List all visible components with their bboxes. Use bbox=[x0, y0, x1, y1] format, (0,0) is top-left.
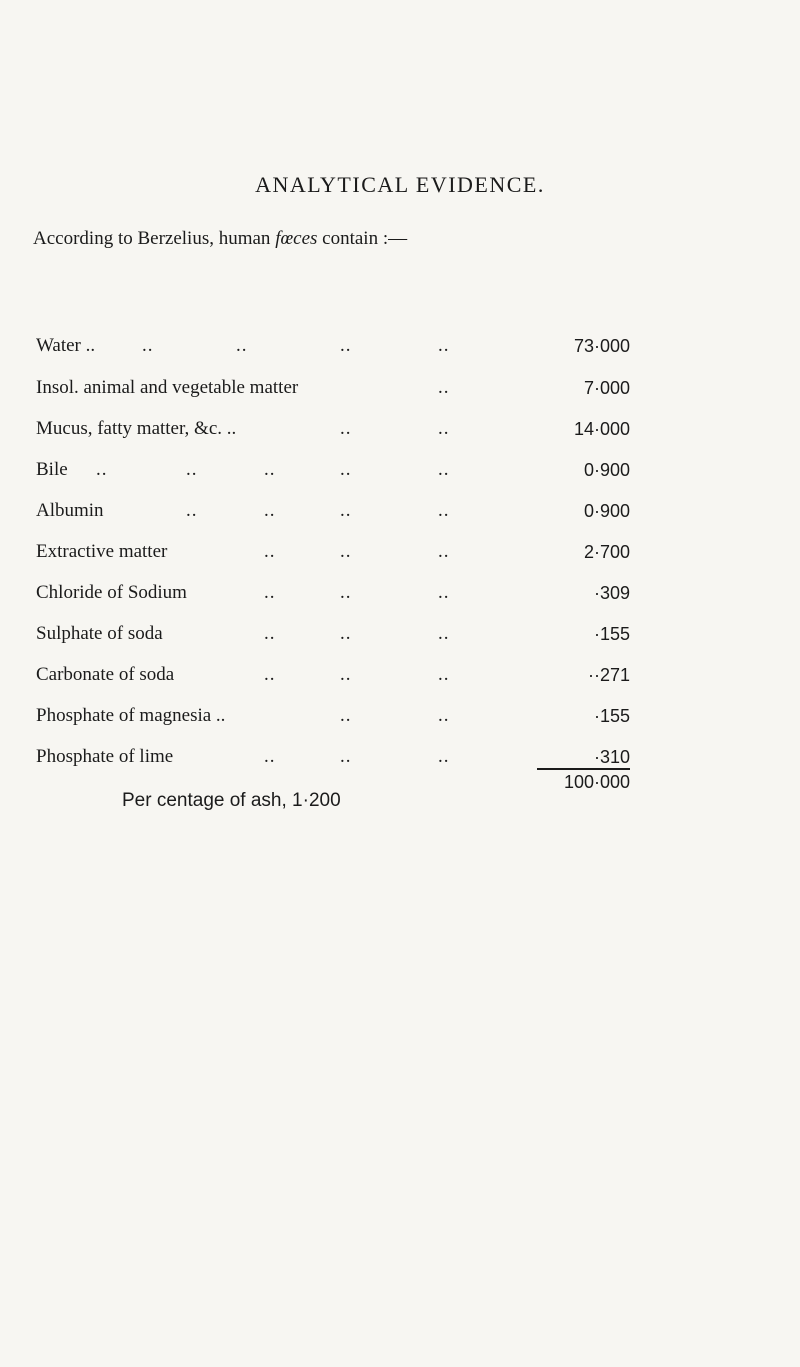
table-row bbox=[36, 498, 630, 524]
leader-dots: .. bbox=[264, 623, 276, 644]
table-row bbox=[36, 744, 630, 770]
leader-dots: .. bbox=[340, 746, 352, 767]
table-row bbox=[36, 375, 630, 401]
leader-dots: .. bbox=[264, 582, 276, 603]
row-label: Phosphate of lime bbox=[36, 746, 174, 767]
leader-dots: .. bbox=[438, 746, 450, 767]
leader-dots: .. bbox=[264, 664, 276, 685]
leader-dots: .. bbox=[340, 335, 352, 356]
leader-dots: .. bbox=[340, 582, 352, 603]
row-label: Carbonate of soda bbox=[36, 664, 175, 685]
row-value: ··271 bbox=[587, 665, 630, 685]
table-row bbox=[36, 457, 630, 483]
leader-dots: .. bbox=[438, 705, 450, 726]
sum-rule bbox=[537, 768, 630, 770]
leader-dots: .. bbox=[264, 541, 276, 562]
row-value: ·309 bbox=[593, 583, 630, 603]
intro-sentence bbox=[33, 228, 407, 250]
leader-dots: .. bbox=[340, 623, 352, 644]
row-value: ·155 bbox=[593, 624, 630, 644]
table-row bbox=[36, 703, 630, 729]
row-label: Water .. bbox=[36, 335, 96, 356]
leader-dots: .. bbox=[96, 459, 108, 480]
table-row bbox=[36, 621, 630, 647]
leader-dots: .. bbox=[438, 459, 450, 480]
table-row bbox=[36, 333, 630, 359]
leader-dots: .. bbox=[264, 500, 276, 521]
leader-dots: .. bbox=[438, 377, 450, 398]
row-value: 7·000 bbox=[583, 378, 630, 398]
row-label: Insol. animal and vegetable matter bbox=[36, 377, 299, 398]
leader-dots: .. bbox=[186, 459, 198, 480]
table-row bbox=[36, 662, 630, 688]
row-label: Sulphate of soda bbox=[36, 623, 163, 644]
leader-dots: .. bbox=[142, 335, 154, 356]
leader-dots: .. bbox=[340, 459, 352, 480]
intro-before: According to Berzelius, human bbox=[33, 228, 276, 249]
row-label: Chloride of Sodium bbox=[36, 582, 187, 603]
table-row bbox=[36, 539, 630, 565]
total-value: 100·000 bbox=[563, 772, 630, 792]
leader-dots: .. bbox=[340, 500, 352, 521]
leader-dots: .. bbox=[340, 705, 352, 726]
leader-dots: .. bbox=[340, 664, 352, 685]
row-label: Phosphate of magnesia .. bbox=[36, 705, 226, 726]
row-value: 0·900 bbox=[583, 460, 630, 480]
leader-dots: .. bbox=[264, 746, 276, 767]
leader-dots: .. bbox=[438, 500, 450, 521]
leader-dots: .. bbox=[186, 500, 198, 521]
leader-dots: .. bbox=[438, 664, 450, 685]
table-row bbox=[36, 580, 630, 606]
row-value: 2·700 bbox=[583, 542, 630, 562]
leader-dots: .. bbox=[340, 418, 352, 439]
row-label: Mucus, fatty matter, &c. .. bbox=[36, 418, 237, 439]
leader-dots: .. bbox=[438, 582, 450, 603]
page-heading: ANALYTICAL EVIDENCE. bbox=[255, 172, 545, 197]
table-row bbox=[36, 416, 630, 442]
row-value: ·310 bbox=[593, 747, 630, 767]
ash-percentage-line: Per centage of ash, 1·200 bbox=[122, 790, 341, 811]
leader-dots: .. bbox=[264, 459, 276, 480]
row-value: 0·900 bbox=[583, 501, 630, 521]
leader-dots: .. bbox=[236, 335, 248, 356]
leader-dots: .. bbox=[438, 418, 450, 439]
intro-italic: fœces bbox=[275, 228, 318, 249]
row-value: 73·000 bbox=[573, 336, 630, 356]
row-label: Extractive matter bbox=[36, 541, 168, 562]
leader-dots: .. bbox=[438, 623, 450, 644]
leader-dots: .. bbox=[340, 541, 352, 562]
row-value: 14·000 bbox=[573, 419, 630, 439]
row-label: Albumin bbox=[36, 500, 104, 521]
row-value: ·155 bbox=[593, 706, 630, 726]
intro-after: contain :— bbox=[317, 228, 408, 249]
leader-dots: .. bbox=[438, 335, 450, 356]
leader-dots: .. bbox=[438, 541, 450, 562]
row-label: Bile bbox=[36, 459, 68, 480]
